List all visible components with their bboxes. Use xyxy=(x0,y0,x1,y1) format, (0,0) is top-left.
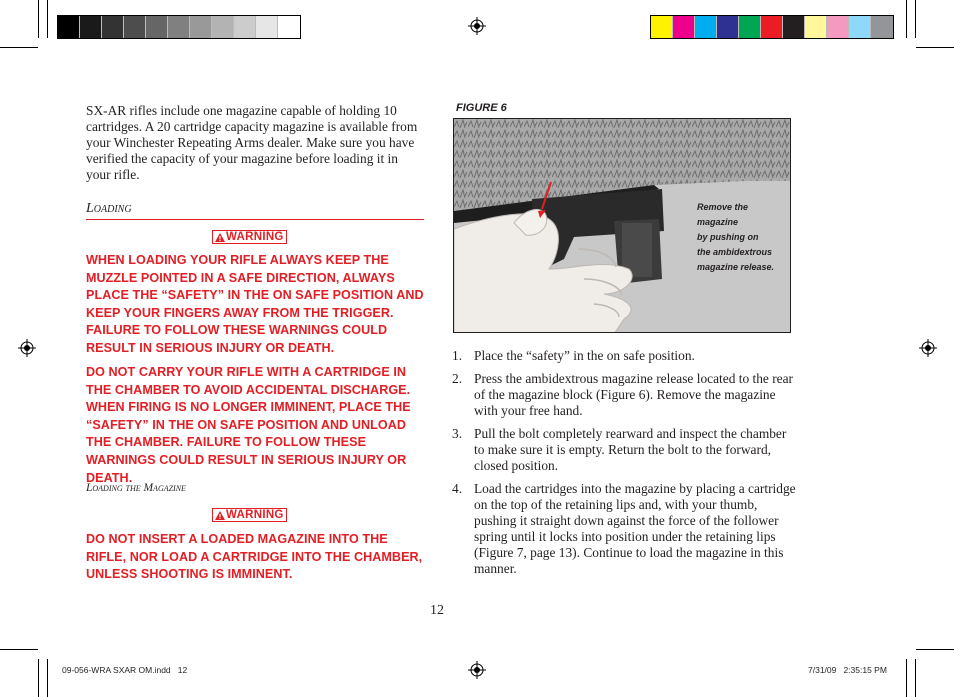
caption-line: by pushing on xyxy=(697,232,759,242)
crop-mark xyxy=(38,659,39,697)
crop-mark xyxy=(906,659,907,697)
color-swatch xyxy=(124,16,146,38)
list-item xyxy=(452,481,796,577)
section-heading: Loading xyxy=(86,201,424,220)
warning-text: DO NOT INSERT A LOADED MAGAZINE INTO THE RIFLE, NOR LOAD A CARTRIDGE INTO THE CHAMBER, UNLESS SHOOTING IS IMMINENT. xyxy=(86,532,423,582)
warning-triangle-icon xyxy=(215,233,225,242)
color-swatch xyxy=(739,16,761,38)
crop-mark xyxy=(915,659,916,697)
intro-paragraph: SX-AR rifles include one magazine capable of holding 10 cartridges. A 20 cartridge capacity magazine is available from your Winchester Repeating Arms dealer. Make sure you have verified the capacity of your magazine before loading it in your rifle. xyxy=(86,103,418,182)
figure-photo xyxy=(453,118,791,333)
step-text: Press the ambidextrous magazine release located to the rear of the magazine block (Figure 6). Remove the magazine with your free hand. xyxy=(474,371,794,418)
color-swatch xyxy=(695,16,717,38)
list-item xyxy=(452,371,796,419)
color-bar xyxy=(650,15,894,39)
step-number: 1. xyxy=(452,348,463,363)
caption-line: the ambidextrous xyxy=(697,247,773,257)
crop-mark xyxy=(38,0,39,38)
registration-mark-icon xyxy=(18,339,36,357)
registration-mark-icon xyxy=(919,339,937,357)
step-text: Load the cartridges into the magazine by placing a cartridge on the top of the retaining lips and, with your thumb, pushing it straight down against the force of the follower spring until it locks into position under the retaining lips (Figure 7, page 13). Continue to load the magazine in this manner. xyxy=(474,481,796,576)
warning-text: DO NOT CARRY YOUR RIFLE WITH A CARTRIDGE IN THE CHAMBER TO AVOID ACCIDENTAL DISCHARGE. WHEN FIRING IS NO LONGER IMMINENT, PLACE THE “SAFETY” IN THE ON SAFE POSITION AND UNLOAD THE CHAMBER. FAILURE TO FOLLOW THESE WARNINGS COULD RESULT IN SERIOUS INJURY OR DEATH. xyxy=(86,365,411,485)
color-swatch xyxy=(146,16,168,38)
sub-heading: Loading the Magazine xyxy=(86,482,186,494)
color-swatch xyxy=(256,16,278,38)
page-number: 12 xyxy=(430,603,444,618)
color-swatch xyxy=(761,16,783,38)
caption-line: magazine release. xyxy=(697,262,775,272)
warning-label: WARNING xyxy=(226,231,284,243)
steps-list xyxy=(452,348,796,584)
color-swatch xyxy=(58,16,80,38)
grayscale-bar xyxy=(57,15,301,39)
step-text: Place the “safety” in the on safe position. xyxy=(474,348,695,363)
color-swatch xyxy=(783,16,805,38)
crop-mark xyxy=(906,0,907,38)
warning-badge xyxy=(212,230,287,244)
color-swatch xyxy=(212,16,234,38)
slug-timestamp: 7/31/09 2:35:15 PM xyxy=(808,665,887,675)
caption-line: Remove the magazine xyxy=(697,202,749,227)
color-swatch xyxy=(717,16,739,38)
registration-mark-icon xyxy=(468,17,486,35)
color-swatch xyxy=(168,16,190,38)
step-text: Pull the bolt completely rearward and inspect the chamber to make sure it is empty. Return the bolt to the forward, closed position. xyxy=(474,426,787,473)
step-number: 3. xyxy=(452,426,463,441)
warning-label: WARNING xyxy=(226,509,284,521)
list-item xyxy=(452,348,796,364)
crop-mark xyxy=(47,659,48,697)
color-swatch xyxy=(849,16,871,38)
warning-text: WHEN LOADING YOUR RIFLE ALWAYS KEEP THE MUZZLE POINTED IN A SAFE DIRECTION, ALWAYS PLACE THE “SAFETY” IN THE ON SAFE POSITION AND KEEP YOUR FINGERS AWAY FROM THE TRIGGER. FAILURE TO FOLLOW THESE WARNINGS COULD RESULT IN SERIOUS INJURY OR DEATH. xyxy=(86,253,424,355)
crop-mark xyxy=(0,47,38,48)
registration-mark-icon xyxy=(468,661,486,679)
color-swatch xyxy=(805,16,827,38)
crop-mark xyxy=(0,649,38,650)
color-swatch xyxy=(102,16,124,38)
color-swatch xyxy=(234,16,256,38)
step-number: 4. xyxy=(452,481,463,496)
step-number: 2. xyxy=(452,371,463,386)
color-swatch xyxy=(673,16,695,38)
color-swatch xyxy=(190,16,212,38)
warning-triangle-icon xyxy=(215,511,225,520)
crop-mark xyxy=(915,0,916,38)
slug-filename: 09-056-WRA SXAR OM.indd 12 xyxy=(62,665,188,675)
crop-mark xyxy=(916,649,954,650)
color-swatch xyxy=(651,16,673,38)
warning-badge xyxy=(212,508,287,522)
list-item xyxy=(452,426,796,474)
figure-caption xyxy=(697,200,790,275)
crop-mark xyxy=(916,47,954,48)
color-swatch xyxy=(827,16,849,38)
color-swatch xyxy=(278,16,300,38)
color-swatch xyxy=(80,16,102,38)
crop-mark xyxy=(47,0,48,38)
color-swatch xyxy=(871,16,893,38)
figure-label: FIGURE 6 xyxy=(456,102,507,114)
